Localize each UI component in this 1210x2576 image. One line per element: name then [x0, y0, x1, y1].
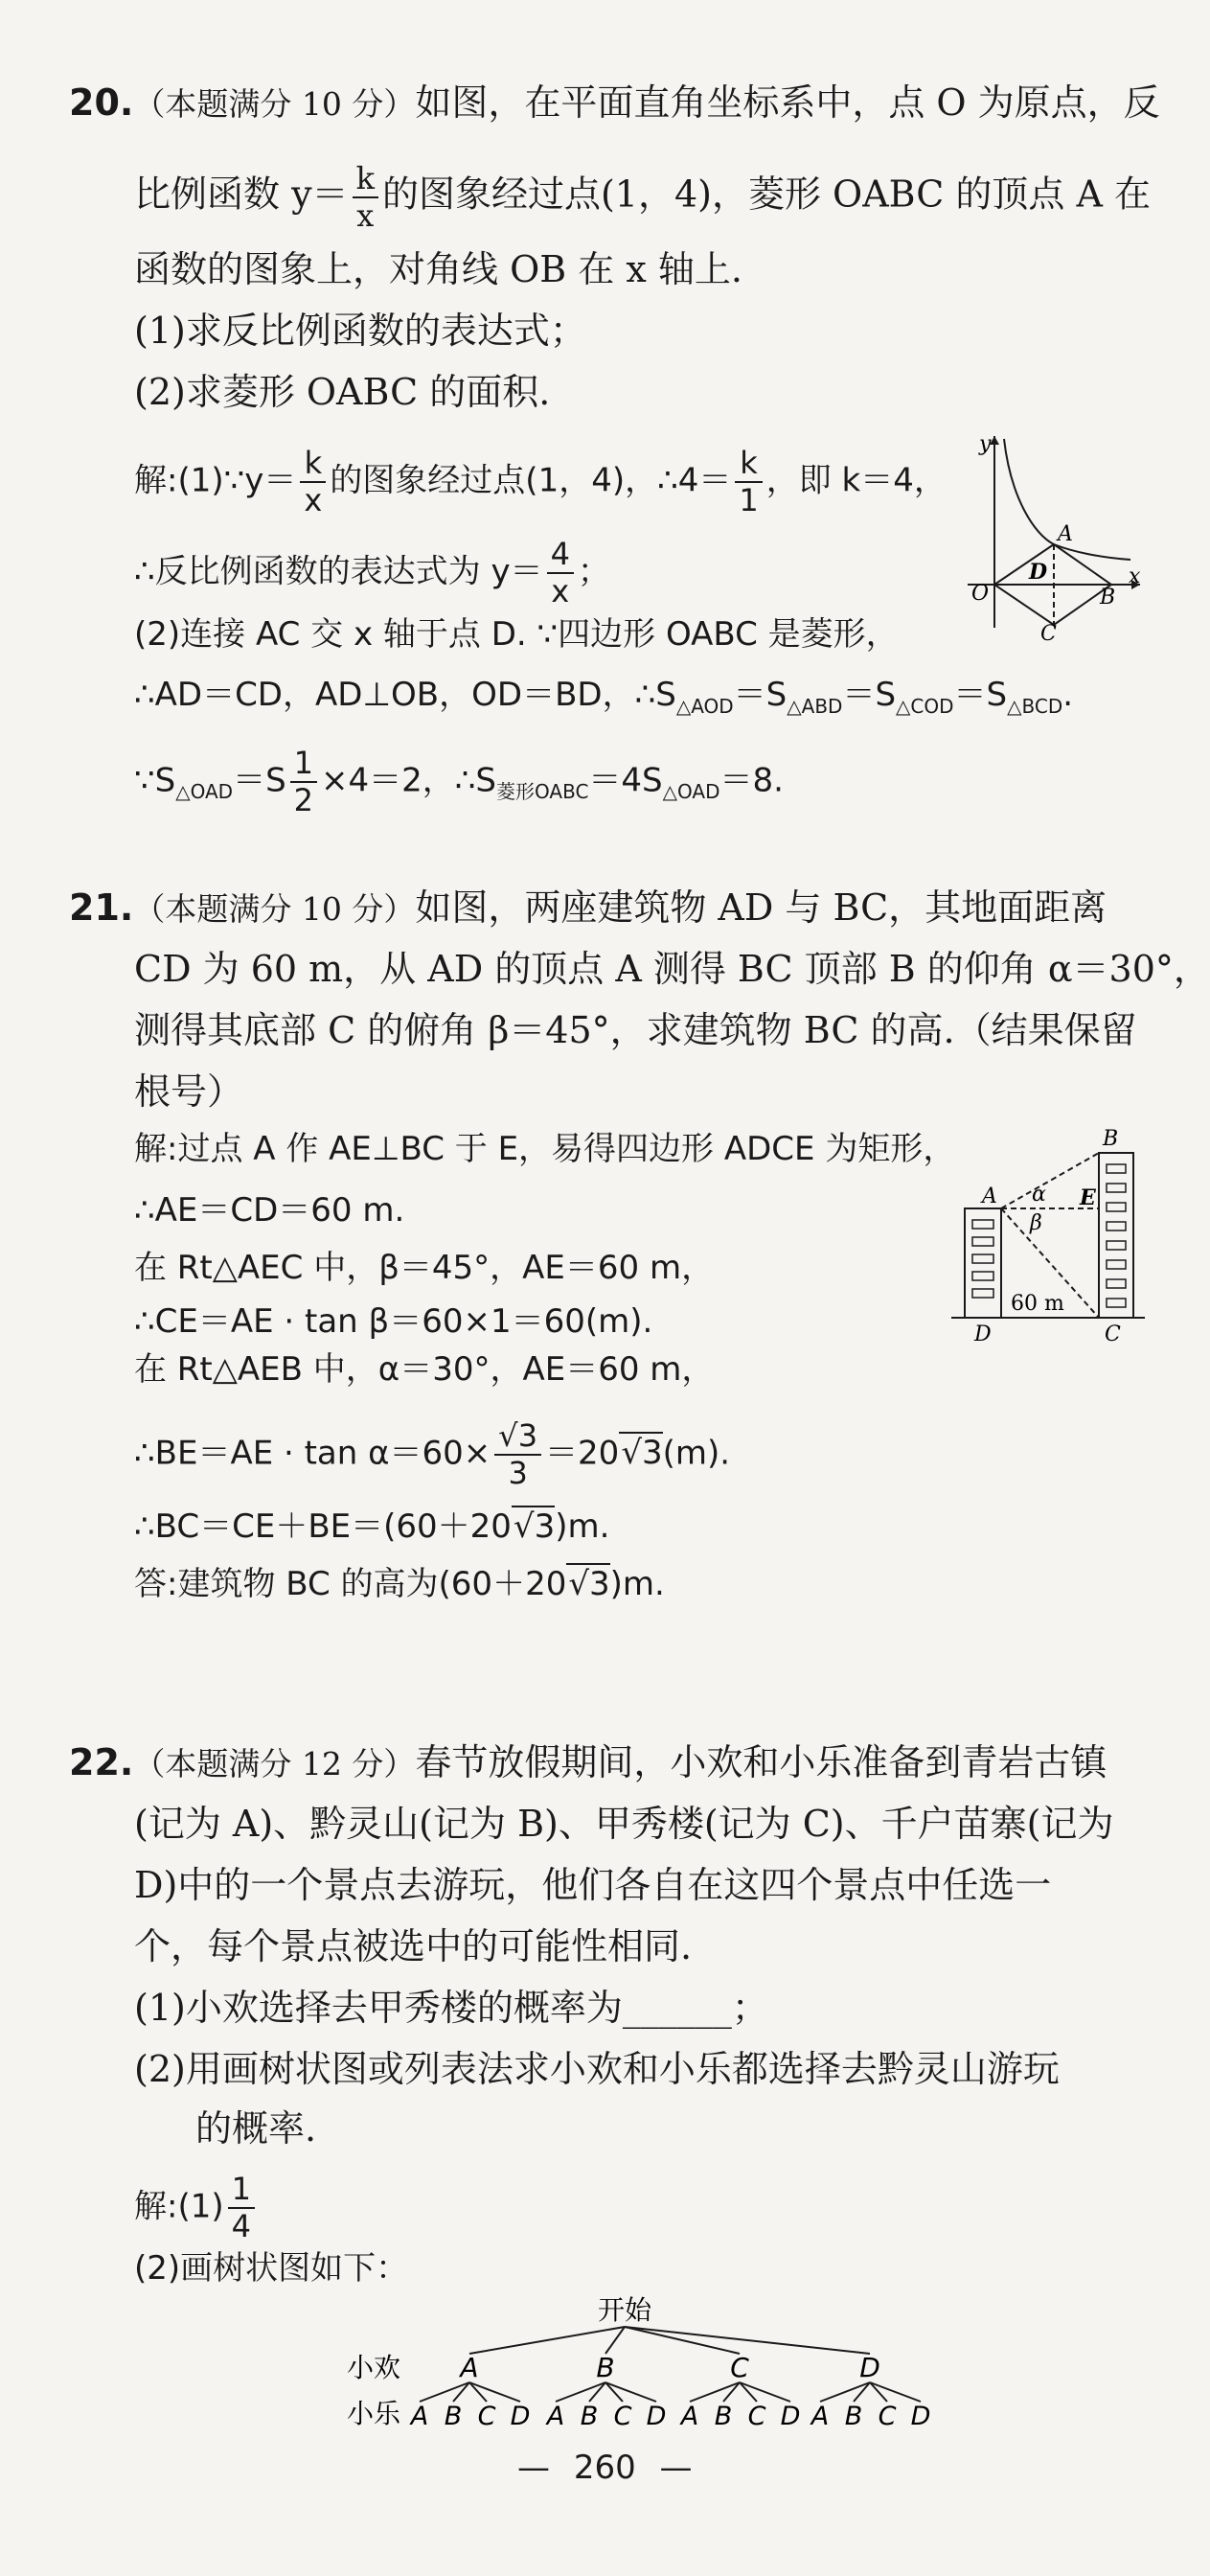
tree-node-xiaohuan-D: D — [859, 2352, 880, 2383]
sqrt3: √3 — [568, 1565, 610, 1603]
tree-node-xiaohuan-B: B — [596, 2352, 615, 2383]
q21-sol7a: ∴BC＝CE＋BE＝(60＋20 — [134, 1507, 512, 1546]
tree-node-xiaole-D-C: C — [878, 2402, 897, 2431]
q21-solution-line2: ∴AE＝CD＝60 m. — [134, 1191, 405, 1230]
tree-node-xiaole-A-C: C — [477, 2402, 496, 2431]
q22-stem1: 春节放假期间，小欢和小乐准备到青岩古镇 — [415, 1741, 1107, 1783]
q22-line4: 个，每个景点被选中的可能性相同. — [134, 1925, 693, 1967]
tree-node-xiaole-C-C: C — [747, 2402, 766, 2431]
sub-oad: △OAD — [175, 780, 234, 804]
q21-sol7b: )m. — [555, 1507, 610, 1546]
label-c: C — [1105, 1322, 1121, 1346]
sub-bcd: △BCD — [1007, 694, 1063, 718]
frac-denominator: 4 — [231, 2207, 251, 2244]
q21-sol8b: )m. — [609, 1565, 665, 1603]
q20-points: （本题满分 10 分） — [133, 85, 416, 123]
frac-numerator: k — [300, 446, 326, 483]
q22-line3: D)中的一个景点去游玩，他们各自在这四个景点中任选一 — [134, 1864, 1052, 1906]
frac-denominator: 1 — [739, 481, 759, 518]
label-d: D — [1029, 560, 1048, 585]
q21-line3: 测得其底部 C 的俯角 β＝45°，求建筑物 BC 的高.（结果保留 — [134, 1009, 1137, 1051]
tree-branches — [420, 2327, 921, 2402]
footer-dash-left: — — [517, 2449, 550, 2487]
q20-part1: (1)求反比例函数的表达式； — [134, 310, 586, 352]
q20-stem1: 如图，在平面直角坐标系中，点 O 为原点，反 — [415, 81, 1160, 124]
q20-line1 — [69, 81, 1160, 124]
label-a: A — [1058, 522, 1073, 546]
building-ad-windows — [972, 1220, 993, 1298]
tree-node-xiaohuan-A: A — [460, 2352, 479, 2383]
q21-solution-line6 — [134, 1418, 730, 1491]
q20-sol5b: ×4＝2，∴S — [321, 761, 496, 800]
q21-line1 — [69, 886, 1107, 929]
sub-oad: △OAD — [662, 780, 720, 804]
q20-solution-line2 — [134, 537, 610, 610]
label-d: D — [974, 1322, 992, 1346]
q22-line2: (记为 A)、黔灵山(记为 B)、甲秀楼(记为 C)、千户苗寨(记为 — [134, 1803, 1114, 1845]
q21-solution-line3: 在 Rt△AEC 中，β＝45°，AE＝60 m， — [134, 1249, 715, 1287]
label-c: C — [1040, 622, 1057, 646]
sub-rhombus: 菱形OABC — [496, 780, 589, 804]
q20-part2: (2)求菱形 OABC 的面积. — [134, 371, 551, 413]
page-number: 260 — [573, 2449, 636, 2487]
q20-sol5a: ∵S — [134, 761, 176, 800]
q20-stem2b: 的图象经过点(1，4)，菱形 OABC 的顶点 A 在 — [381, 172, 1152, 216]
tree-node-xiaole-B-C: C — [613, 2402, 632, 2431]
eq: ＝S — [733, 676, 788, 714]
q21-solution-line1: 解:过点 A 作 AE⊥BC 于 E，易得四边形 ADCE 为矩形， — [134, 1130, 956, 1168]
q22-number: 22. — [69, 1741, 134, 1783]
q20-sol1a: 解:(1)∵y＝ — [134, 461, 297, 500]
q20-line2 — [134, 161, 1151, 234]
q21-sol6c: (m). — [662, 1434, 731, 1473]
tree-branch-root-D — [625, 2327, 870, 2354]
q20-sol2b: ； — [577, 552, 610, 591]
q22-tree-diagram — [326, 2290, 958, 2444]
frac-numerator: √3 — [494, 1418, 541, 1456]
frac-denominator: x — [551, 572, 570, 610]
q21-solution-line5: 在 Rt△AEB 中，α＝30°，AE＝60 m， — [134, 1350, 715, 1389]
tree-node-xiaole-A-D: D — [510, 2402, 531, 2431]
q20-solution-line5 — [134, 746, 784, 818]
q20-figure — [958, 422, 1150, 646]
q21-answer — [134, 1565, 665, 1603]
eq: ＝S — [233, 761, 286, 800]
q20-frac-k-over-x — [353, 161, 378, 234]
q20-sol-frac-k-over-x — [300, 446, 326, 518]
eq: ＝S — [953, 676, 1008, 714]
label-x: x — [1129, 564, 1141, 588]
tree-node-xiaole-B-D: D — [646, 2402, 667, 2431]
frac-numerator: 4 — [547, 537, 574, 574]
q20-sol1c: ，即 k＝4， — [765, 461, 947, 500]
q22-points: （本题满分 12 分） — [133, 1745, 416, 1782]
building-bc-windows — [1107, 1164, 1126, 1307]
q22-part2b: 的概率. — [195, 2107, 317, 2150]
y-axis-arrow — [990, 436, 999, 445]
tree-branch-root-A — [469, 2327, 625, 2354]
q21-points: （本题满分 10 分） — [133, 890, 416, 928]
tree-node-xiaole-C-A: A — [680, 2402, 699, 2431]
q20-sol1b: 的图象经过点(1，4)，∴4＝ — [330, 461, 732, 500]
label-e: E — [1080, 1185, 1096, 1210]
q21-line2: CD 为 60 m，从 AD 的顶点 A 测得 BC 顶部 B 的仰角 α＝30°， — [134, 948, 1210, 990]
label-b: B — [1100, 586, 1116, 610]
tree-node-xiaole-A-B: B — [444, 2402, 463, 2431]
q21-number: 21. — [69, 886, 134, 929]
tree-level1 — [458, 2352, 879, 2383]
label-o: O — [971, 582, 990, 606]
q22-frac-quarter — [228, 2172, 255, 2244]
label-distance: 60 m — [1011, 1292, 1064, 1316]
label-alpha: α — [1032, 1183, 1046, 1207]
sub-abd: △ABD — [787, 694, 843, 718]
label-b: B — [1103, 1127, 1119, 1151]
frac-denominator: 3 — [508, 1454, 528, 1491]
q20-sol-frac-k-over-1 — [735, 446, 762, 518]
q21-stem1: 如图，两座建筑物 AD 与 BC，其地面距离 — [415, 886, 1107, 929]
tree-node-xiaole-B-B: B — [580, 2402, 599, 2431]
tree-node-xiaole-D-B: B — [844, 2402, 863, 2431]
q20-sol4a: ∴AD＝CD，AD⊥OB，OD＝BD，∴S — [134, 676, 676, 714]
tree-node-xiaole-C-D: D — [780, 2402, 801, 2431]
frac-denominator: 2 — [293, 781, 314, 818]
label-a: A — [982, 1184, 997, 1208]
dot: . — [1062, 676, 1074, 714]
footer-dash-right: — — [659, 2449, 693, 2487]
tree-root: 开始 — [597, 2294, 652, 2326]
q21-sol8a: 答:建筑物 BC 的高为(60＋20 — [134, 1565, 567, 1603]
label-y: y — [979, 432, 992, 456]
page-footer — [517, 2449, 693, 2487]
q21-sol6b: ＝20 — [545, 1434, 620, 1473]
tree-branch-root-B — [605, 2327, 625, 2354]
tree-node-xiaole-D-D: D — [910, 2402, 931, 2431]
q22-part2a: (2)用画树状图或列表法求小欢和小乐都选择去黔灵山游玩 — [134, 2048, 1060, 2090]
frac-numerator: k — [353, 161, 378, 198]
q20-sol2a: ∴反比例函数的表达式为 y＝ — [134, 552, 543, 591]
tree-node-xiaohuan-C: C — [730, 2352, 749, 2383]
sqrt3: √3 — [513, 1507, 556, 1546]
q20-solution-line4 — [134, 678, 1073, 716]
q20-stem2a: 比例函数 y＝ — [134, 172, 349, 216]
frac-numerator: 1 — [228, 2172, 255, 2209]
tree-branch-root-C — [625, 2327, 740, 2354]
tree-node-xiaole-C-B: B — [714, 2402, 733, 2431]
q21-sol6a: ∴BE＝AE · tan α＝60× — [134, 1434, 491, 1473]
tree-level2 — [409, 2402, 931, 2431]
building-bc — [1099, 1153, 1133, 1318]
q20-number: 20. — [69, 81, 134, 124]
frac-denominator: x — [356, 196, 375, 234]
frac-denominator: x — [304, 481, 323, 518]
tree-row2-label: 小乐 — [347, 2398, 401, 2429]
sub-cod: △COD — [896, 694, 954, 718]
q22-part1: (1)小欢选择去甲秀楼的概率为______； — [134, 1987, 768, 2029]
tree-node-xiaole-B-A: A — [546, 2402, 565, 2431]
frac-numerator: 1 — [290, 746, 317, 783]
q22-line1 — [69, 1741, 1107, 1783]
label-beta: β — [1030, 1211, 1042, 1235]
q21-figure — [944, 1126, 1154, 1346]
frac-numerator: k — [735, 446, 762, 483]
q20-sol5d: ＝8. — [719, 761, 784, 800]
q21-solution-line7 — [134, 1507, 610, 1546]
eq: ＝S — [842, 676, 897, 714]
sqrt3: √3 — [621, 1434, 663, 1473]
tree-row1-label: 小欢 — [347, 2352, 401, 2383]
q22-solution-line2: (2)画树状图如下： — [134, 2249, 409, 2288]
q21-frac-sqrt3-over-3 — [494, 1418, 541, 1491]
tree-node-xiaole-D-A: A — [810, 2402, 830, 2431]
q20-sol-frac-4-over-x — [547, 537, 574, 610]
sub-aod: △AOD — [675, 694, 734, 718]
q22-solution-line1 — [134, 2172, 259, 2244]
q20-sol5c: ＝4S — [588, 761, 663, 800]
tree-node-xiaole-A-A: A — [410, 2402, 429, 2431]
q20-sol-frac-half — [290, 746, 317, 818]
q20-solution-line1 — [134, 446, 947, 518]
q21-line4: 根号） — [134, 1070, 244, 1113]
q22-sol1a: 解:(1) — [134, 2187, 224, 2226]
q21-solution-line4: ∴CE＝AE · tan β＝60×1＝60(m). — [134, 1302, 653, 1341]
q20-solution-line3: (2)连接 AC 交 x 轴于点 D. ∵四边形 OABC 是菱形， — [134, 615, 899, 654]
q20-line3: 函数的图象上，对角线 OB 在 x 轴上. — [134, 248, 742, 290]
